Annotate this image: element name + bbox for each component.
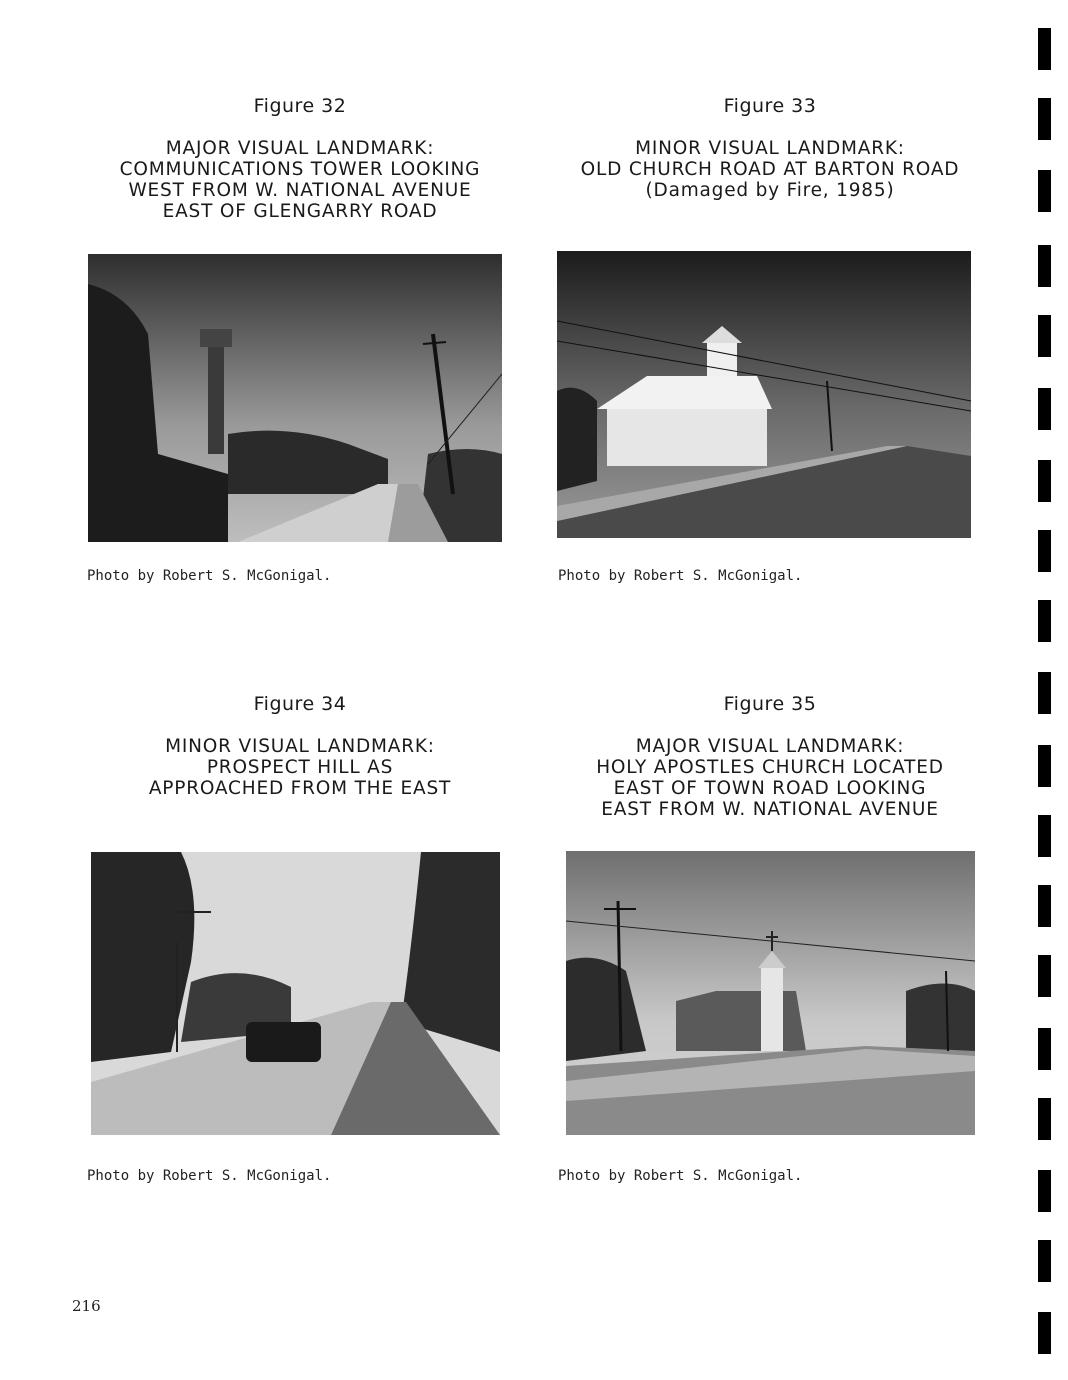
- photo-holy-apostles-church: [566, 851, 975, 1135]
- caption-line: OLD CHURCH ROAD AT BARTON ROAD: [580, 159, 960, 180]
- photo-old-church-road: [557, 251, 971, 538]
- binding-mark: [1038, 388, 1051, 430]
- binding-mark: [1038, 460, 1051, 502]
- page-number: 216: [72, 1297, 101, 1315]
- binding-mark: [1038, 170, 1051, 212]
- caption-line: (Damaged by Fire, 1985): [645, 180, 895, 201]
- caption-line: EAST FROM W. NATIONAL AVENUE: [601, 799, 939, 820]
- binding-mark: [1038, 1240, 1051, 1282]
- binding-mark: [1038, 672, 1051, 714]
- figure-33-caption: [540, 138, 1000, 201]
- figure-33-credit: Photo by Robert S. McGonigal.: [558, 568, 803, 584]
- binding-mark: [1038, 28, 1051, 70]
- figure-34-credit: Photo by Robert S. McGonigal.: [87, 1168, 332, 1184]
- figure-35-caption: [540, 736, 1000, 820]
- caption-line: PROSPECT HILL AS: [206, 757, 394, 778]
- binding-mark: [1038, 955, 1051, 997]
- binding-mark: [1038, 530, 1051, 572]
- figure-32-title: Figure 32: [253, 95, 347, 117]
- binding-mark: [1038, 815, 1051, 857]
- binding-mark: [1038, 1028, 1051, 1070]
- caption-line: COMMUNICATIONS TOWER LOOKING: [119, 159, 481, 180]
- figure-35-title: Figure 35: [723, 693, 817, 715]
- photo-communications-tower: [88, 254, 502, 542]
- figure-32-caption: [70, 138, 530, 222]
- caption-line: MAJOR VISUAL LANDMARK:: [165, 138, 435, 159]
- caption-line: EAST OF GLENGARRY ROAD: [162, 201, 438, 222]
- binding-mark: [1038, 745, 1051, 787]
- photo-prospect-hill: [91, 852, 500, 1135]
- figure-33-title: Figure 33: [723, 95, 817, 117]
- figure-35-credit: Photo by Robert S. McGonigal.: [558, 1168, 803, 1184]
- caption-line: HOLY APOSTLES CHURCH LOCATED: [596, 757, 944, 778]
- figure-34-title: Figure 34: [253, 693, 347, 715]
- caption-line: APPROACHED FROM THE EAST: [148, 778, 452, 799]
- binding-mark: [1038, 1170, 1051, 1212]
- binding-mark: [1038, 245, 1051, 287]
- binding-mark: [1038, 98, 1051, 140]
- binding-mark: [1038, 600, 1051, 642]
- caption-line: MINOR VISUAL LANDMARK:: [635, 138, 905, 159]
- binding-mark: [1038, 315, 1051, 357]
- caption-line: EAST OF TOWN ROAD LOOKING: [613, 778, 927, 799]
- caption-line: MINOR VISUAL LANDMARK:: [165, 736, 435, 757]
- caption-line: WEST FROM W. NATIONAL AVENUE: [128, 180, 472, 201]
- figure-32-credit: Photo by Robert S. McGonigal.: [87, 568, 332, 584]
- binding-mark: [1038, 1098, 1051, 1140]
- binding-mark: [1038, 885, 1051, 927]
- caption-line: MAJOR VISUAL LANDMARK:: [635, 736, 905, 757]
- figure-34-caption: [70, 736, 530, 799]
- binding-mark: [1038, 1312, 1051, 1354]
